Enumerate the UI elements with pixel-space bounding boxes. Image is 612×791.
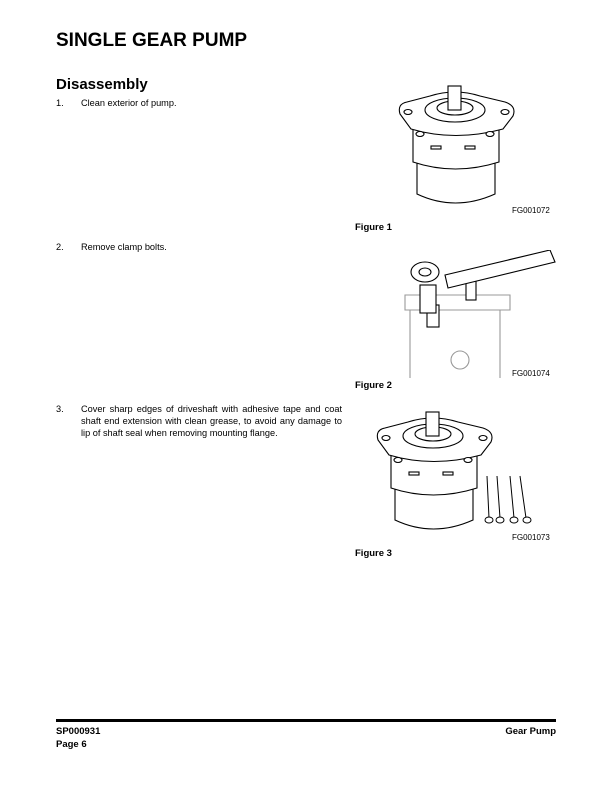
figure-caption: Figure 2: [355, 380, 392, 391]
page-number: Page 6: [56, 739, 87, 750]
step-text: Cover sharp edges of driveshaft with adhesive tape and coat shaft end extension with clean grease, to avoid any damage to lip of shaft seal when removing mounting flange.: [81, 404, 342, 438]
clamp-bolts-illustration: [480, 474, 540, 526]
gear-pump-illustration: [395, 84, 520, 214]
document-number: SP000931: [56, 726, 101, 737]
figure-code: FG001074: [512, 369, 550, 378]
footer-section: Gear Pump: [505, 726, 556, 737]
section-heading: Disassembly: [56, 76, 148, 93]
figure-caption: Figure 1: [355, 222, 392, 233]
wrench-removing-bolts-illustration: [400, 250, 560, 378]
step-1: [56, 97, 342, 109]
step-text: Remove clamp bolts.: [81, 242, 167, 252]
figure-caption: Figure 3: [355, 548, 392, 559]
step-number: 2.: [56, 242, 64, 252]
footer-rule: [56, 719, 556, 722]
step-number: 1.: [56, 98, 64, 108]
figure-code: FG001073: [512, 533, 550, 542]
step-number: 3.: [56, 404, 64, 414]
step-2: [56, 241, 342, 253]
figure-code: FG001072: [512, 206, 550, 215]
step-text: Clean exterior of pump.: [81, 98, 177, 108]
page-title: SINGLE GEAR PUMP: [56, 30, 248, 51]
step-3: [56, 403, 342, 439]
